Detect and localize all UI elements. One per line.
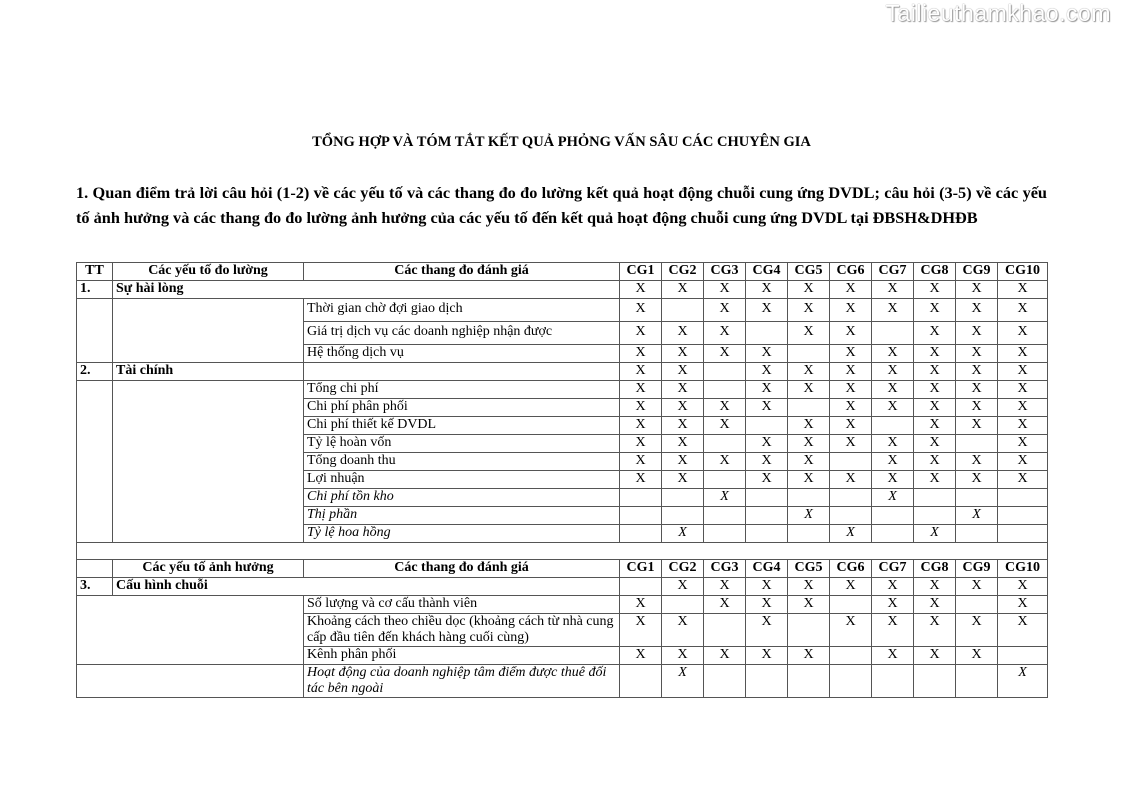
factor-group-row	[77, 281, 1048, 299]
expert-mark-cell: X	[956, 399, 998, 417]
expert-mark-cell: X	[662, 399, 704, 417]
expert-mark-cell: X	[956, 647, 998, 665]
expert-mark-cell: X	[914, 471, 956, 489]
expert-mark-cell: X	[998, 614, 1048, 647]
header-expert: CG8	[914, 263, 956, 281]
expert-mark-cell	[788, 345, 830, 363]
expert-mark-cell	[704, 614, 746, 647]
expert-mark-cell: X	[704, 299, 746, 322]
header-expert: CG5	[788, 263, 830, 281]
spacer-cell	[77, 543, 1048, 560]
expert-mark-cell: X	[620, 299, 662, 322]
expert-mark-cell	[914, 507, 956, 525]
scale-name: Lợi nhuận	[304, 471, 620, 489]
expert-mark-cell: X	[788, 578, 830, 596]
expert-mark-cell: X	[914, 614, 956, 647]
expert-mark-cell	[746, 507, 788, 525]
header-expert: CG3	[704, 560, 746, 578]
scale-name: Tổng chi phí	[304, 381, 620, 399]
expert-mark-cell: X	[956, 322, 998, 345]
expert-mark-cell: X	[788, 471, 830, 489]
expert-mark-cell: X	[788, 299, 830, 322]
empty-tt	[77, 299, 113, 363]
expert-mark-cell: X	[746, 399, 788, 417]
expert-mark-cell	[704, 507, 746, 525]
expert-mark-cell: X	[704, 489, 746, 507]
scale-name: Kênh phân phối	[304, 647, 620, 665]
header-expert: CG2	[662, 263, 704, 281]
header-tt	[77, 560, 113, 578]
scale-row	[77, 381, 1048, 399]
scale-name: Chi phí thiết kế DVDL	[304, 417, 620, 435]
expert-mark-cell: X	[620, 453, 662, 471]
expert-mark-cell	[704, 665, 746, 698]
expert-mark-cell	[998, 507, 1048, 525]
expert-mark-cell: X	[746, 345, 788, 363]
expert-mark-cell: X	[872, 489, 914, 507]
scale-name: Tổng doanh thu	[304, 453, 620, 471]
expert-mark-cell	[872, 507, 914, 525]
expert-mark-cell	[956, 489, 998, 507]
factor-name: Tài chính	[113, 363, 304, 381]
expert-mark-cell	[704, 525, 746, 543]
header-expert: CG1	[620, 560, 662, 578]
watermark: Tailieuthamkhao.com	[885, 0, 1111, 26]
expert-mark-cell: X	[830, 435, 872, 453]
expert-mark-cell: X	[788, 596, 830, 614]
expert-mark-cell: X	[872, 281, 914, 299]
expert-mark-cell: X	[914, 596, 956, 614]
expert-mark-cell: X	[956, 453, 998, 471]
expert-mark-cell	[914, 665, 956, 698]
expert-mark-cell: X	[788, 647, 830, 665]
expert-mark-cell: X	[956, 471, 998, 489]
scale-name: Hoạt động của doanh nghiệp tâm điểm được thuê đối tác bên ngoài	[304, 665, 620, 698]
expert-mark-cell: X	[620, 363, 662, 381]
expert-mark-cell: X	[662, 525, 704, 543]
expert-mark-cell: X	[746, 578, 788, 596]
expert-mark-cell: X	[830, 399, 872, 417]
expert-mark-cell: X	[620, 614, 662, 647]
header-expert: CG7	[872, 560, 914, 578]
empty-factor	[113, 299, 304, 363]
expert-mark-cell: X	[956, 578, 998, 596]
expert-mark-cell: X	[914, 322, 956, 345]
scale-name: Chi phí phân phối	[304, 399, 620, 417]
expert-mark-cell: X	[830, 471, 872, 489]
empty-factor	[77, 596, 304, 665]
expert-mark-cell: X	[746, 596, 788, 614]
expert-mark-cell: X	[746, 471, 788, 489]
expert-mark-cell: X	[620, 417, 662, 435]
expert-mark-cell: X	[662, 435, 704, 453]
expert-mark-cell: X	[872, 381, 914, 399]
expert-mark-cell: X	[914, 399, 956, 417]
expert-mark-cell: X	[872, 345, 914, 363]
expert-mark-cell	[956, 435, 998, 453]
header-factor: Các yếu tố ảnh hưởng	[113, 560, 304, 578]
scale-name: Thị phần	[304, 507, 620, 525]
expert-mark-cell: X	[746, 281, 788, 299]
expert-mark-cell	[788, 525, 830, 543]
expert-mark-cell: X	[704, 399, 746, 417]
empty-factor	[113, 381, 304, 543]
expert-mark-cell: X	[998, 596, 1048, 614]
expert-mark-cell	[620, 507, 662, 525]
header-expert: CG9	[956, 560, 998, 578]
expert-mark-cell: X	[662, 471, 704, 489]
expert-mark-cell: X	[872, 596, 914, 614]
expert-mark-cell: X	[704, 281, 746, 299]
expert-mark-cell: X	[998, 453, 1048, 471]
expert-mark-cell: X	[788, 453, 830, 471]
expert-mark-cell: X	[872, 578, 914, 596]
expert-mark-cell: X	[998, 471, 1048, 489]
expert-mark-cell: X	[620, 471, 662, 489]
expert-mark-cell: X	[746, 363, 788, 381]
expert-mark-cell: X	[704, 417, 746, 435]
factor-name: Sự hài lòng	[113, 281, 620, 299]
expert-mark-cell: X	[662, 647, 704, 665]
expert-mark-cell	[746, 322, 788, 345]
header-expert: CG7	[872, 263, 914, 281]
expert-mark-cell: X	[872, 363, 914, 381]
scale-name: Giá trị dịch vụ các doanh nghiệp nhận được	[304, 322, 620, 345]
expert-mark-cell	[872, 525, 914, 543]
expert-mark-cell	[998, 647, 1048, 665]
expert-mark-cell	[956, 596, 998, 614]
expert-mark-cell: X	[746, 614, 788, 647]
expert-mark-cell: X	[830, 299, 872, 322]
expert-mark-cell: X	[998, 299, 1048, 322]
expert-mark-cell: X	[746, 381, 788, 399]
expert-mark-cell: X	[830, 363, 872, 381]
expert-mark-cell: X	[914, 435, 956, 453]
expert-mark-cell	[788, 399, 830, 417]
spacer-row	[77, 543, 1048, 560]
header-expert: CG6	[830, 263, 872, 281]
expert-mark-cell	[914, 489, 956, 507]
expert-mark-cell	[788, 665, 830, 698]
expert-mark-cell	[662, 596, 704, 614]
table-header-row	[77, 263, 1048, 281]
expert-mark-cell: X	[662, 322, 704, 345]
expert-mark-cell: X	[704, 578, 746, 596]
header-expert: CG5	[788, 560, 830, 578]
expert-mark-cell: X	[788, 281, 830, 299]
expert-mark-cell: X	[620, 435, 662, 453]
header-expert: CG8	[914, 560, 956, 578]
expert-mark-cell: X	[746, 435, 788, 453]
expert-mark-cell: X	[620, 596, 662, 614]
row-number: 1.	[77, 281, 113, 299]
header-expert: CG4	[746, 560, 788, 578]
expert-mark-cell: X	[662, 345, 704, 363]
expert-mark-cell: X	[830, 381, 872, 399]
expert-mark-cell	[872, 417, 914, 435]
expert-mark-cell: X	[704, 647, 746, 665]
expert-mark-cell	[746, 525, 788, 543]
header-factor: Các yếu tố đo lường	[113, 263, 304, 281]
expert-mark-cell: X	[662, 614, 704, 647]
expert-mark-cell: X	[704, 322, 746, 345]
section-heading: 1. Quan điểm trả lời câu hỏi (1-2) về các yếu tố và các thang đo đo lường kết quả hoạt động chuỗi cung ứng DVDL; câu hỏi (3-5) về các yếu tố ảnh hưởng và các thang đo đo lường ảnh hưởng của các yếu tố đến kết quả hoạt động chuỗi cung ứng DVDL tại ĐBSH&DHĐB	[76, 183, 1047, 227]
header-expert: CG3	[704, 263, 746, 281]
expert-mark-cell: X	[872, 399, 914, 417]
header-expert: CG2	[662, 560, 704, 578]
expert-mark-cell	[872, 322, 914, 345]
row-number: 3.	[77, 578, 113, 596]
factor-group-row	[77, 578, 1048, 596]
expert-mark-cell: X	[830, 281, 872, 299]
expert-mark-cell: X	[998, 435, 1048, 453]
expert-mark-cell: X	[704, 345, 746, 363]
expert-mark-cell: X	[620, 281, 662, 299]
expert-mark-cell	[830, 647, 872, 665]
expert-mark-cell: X	[830, 417, 872, 435]
expert-mark-cell: X	[956, 614, 998, 647]
empty-tt	[77, 381, 113, 543]
expert-mark-cell: X	[620, 322, 662, 345]
expert-mark-cell: X	[746, 647, 788, 665]
expert-mark-cell	[830, 489, 872, 507]
expert-mark-cell	[788, 614, 830, 647]
expert-mark-cell	[662, 299, 704, 322]
factor-group-row	[77, 363, 1048, 381]
expert-mark-cell	[620, 489, 662, 507]
expert-mark-cell: X	[830, 614, 872, 647]
expert-mark-cell	[746, 665, 788, 698]
document-title: TỔNG HỢP VÀ TÓM TẮT KẾT QUẢ PHỎNG VẤN SÂU CÁC CHUYÊN GIA	[312, 134, 811, 150]
expert-mark-cell: X	[956, 345, 998, 363]
expert-mark-cell: X	[914, 453, 956, 471]
expert-mark-cell: X	[662, 363, 704, 381]
scale-name: Hệ thống dịch vụ	[304, 345, 620, 363]
expert-mark-cell: X	[998, 399, 1048, 417]
expert-mark-cell: X	[998, 578, 1048, 596]
expert-mark-cell: X	[872, 299, 914, 322]
scale-row	[77, 299, 1048, 322]
expert-mark-cell: X	[956, 381, 998, 399]
expert-mark-cell: X	[704, 596, 746, 614]
scale-name: Chi phí tồn kho	[304, 489, 620, 507]
expert-mark-cell: X	[662, 578, 704, 596]
header-expert: CG10	[998, 560, 1048, 578]
expert-mark-cell: X	[788, 435, 830, 453]
expert-mark-cell: X	[914, 281, 956, 299]
expert-mark-cell: X	[956, 363, 998, 381]
header-scale: Các thang đo đánh giá	[304, 560, 620, 578]
expert-mark-cell: X	[830, 322, 872, 345]
expert-mark-cell: X	[956, 281, 998, 299]
expert-mark-cell: X	[620, 381, 662, 399]
expert-mark-cell: X	[998, 281, 1048, 299]
expert-mark-cell: X	[830, 345, 872, 363]
expert-mark-cell	[620, 665, 662, 698]
scale-name: Thời gian chờ đợi giao dịch	[304, 299, 620, 322]
expert-mark-cell: X	[998, 665, 1048, 698]
scale-row	[77, 665, 1048, 698]
expert-mark-cell	[788, 489, 830, 507]
expert-mark-cell: X	[746, 453, 788, 471]
expert-mark-cell: X	[662, 417, 704, 435]
scale-empty	[304, 363, 620, 381]
expert-mark-cell: X	[998, 322, 1048, 345]
scale-name: Số lượng và cơ cấu thành viên	[304, 596, 620, 614]
expert-mark-cell: X	[914, 417, 956, 435]
expert-mark-cell	[998, 489, 1048, 507]
expert-mark-cell: X	[662, 281, 704, 299]
expert-mark-cell: X	[788, 363, 830, 381]
row-number: 2.	[77, 363, 113, 381]
expert-mark-cell: X	[914, 578, 956, 596]
expert-mark-cell: X	[956, 417, 998, 435]
expert-mark-cell	[620, 525, 662, 543]
expert-mark-cell: X	[620, 399, 662, 417]
expert-mark-cell	[830, 596, 872, 614]
expert-mark-cell: X	[872, 647, 914, 665]
expert-mark-cell	[830, 665, 872, 698]
header-expert: CG6	[830, 560, 872, 578]
expert-mark-cell: X	[998, 363, 1048, 381]
expert-mark-cell	[704, 471, 746, 489]
expert-mark-cell: X	[914, 345, 956, 363]
expert-mark-cell: X	[746, 299, 788, 322]
expert-mark-cell	[746, 489, 788, 507]
scale-name: Tỷ lệ hoàn vốn	[304, 435, 620, 453]
expert-mark-cell	[830, 453, 872, 471]
header-expert: CG9	[956, 263, 998, 281]
expert-mark-cell: X	[914, 647, 956, 665]
expert-mark-cell	[704, 435, 746, 453]
expert-mark-cell: X	[872, 435, 914, 453]
expert-mark-cell: X	[956, 507, 998, 525]
expert-mark-cell: X	[788, 381, 830, 399]
expert-mark-cell: X	[872, 471, 914, 489]
expert-mark-cell: X	[788, 322, 830, 345]
scale-name: Tỷ lệ hoa hồng	[304, 525, 620, 543]
expert-mark-cell: X	[872, 614, 914, 647]
expert-mark-cell: X	[830, 525, 872, 543]
header-expert: CG4	[746, 263, 788, 281]
empty-factor	[77, 665, 304, 698]
expert-mark-cell	[704, 381, 746, 399]
expert-mark-cell	[704, 363, 746, 381]
expert-mark-cell	[662, 489, 704, 507]
expert-mark-cell: X	[914, 525, 956, 543]
expert-mark-cell	[956, 525, 998, 543]
expert-mark-cell: X	[914, 299, 956, 322]
expert-mark-cell: X	[956, 299, 998, 322]
scale-row	[77, 596, 1048, 614]
expert-mark-cell: X	[662, 453, 704, 471]
expert-mark-cell	[872, 665, 914, 698]
expert-mark-cell: X	[704, 453, 746, 471]
expert-mark-cell: X	[788, 417, 830, 435]
factor-name: Cấu hình chuỗi	[113, 578, 620, 596]
expert-mark-cell: X	[788, 507, 830, 525]
header-tt: TT	[77, 263, 113, 281]
expert-mark-cell: X	[998, 345, 1048, 363]
expert-mark-cell: X	[998, 417, 1048, 435]
expert-mark-cell	[998, 525, 1048, 543]
expert-mark-cell: X	[914, 381, 956, 399]
scale-name: Khoảng cách theo chiều dọc (khoảng cách từ nhà cung cấp đầu tiên đến khách hàng cuối cùng)	[304, 614, 620, 647]
expert-mark-cell: X	[914, 363, 956, 381]
header-expert: CG10	[998, 263, 1048, 281]
header-scale: Các thang đo đánh giá	[304, 263, 620, 281]
expert-mark-cell	[662, 507, 704, 525]
expert-mark-cell: X	[830, 578, 872, 596]
expert-mark-cell	[956, 665, 998, 698]
header-expert: CG1	[620, 263, 662, 281]
expert-mark-cell: X	[872, 453, 914, 471]
expert-mark-cell	[746, 417, 788, 435]
expert-mark-cell: X	[620, 345, 662, 363]
expert-mark-cell	[830, 507, 872, 525]
table-header-row	[77, 560, 1048, 578]
expert-mark-cell: X	[620, 647, 662, 665]
expert-mark-cell: X	[662, 665, 704, 698]
expert-mark-cell	[620, 578, 662, 596]
expert-mark-cell: X	[662, 381, 704, 399]
expert-interview-table	[76, 262, 1048, 698]
expert-mark-cell: X	[998, 381, 1048, 399]
